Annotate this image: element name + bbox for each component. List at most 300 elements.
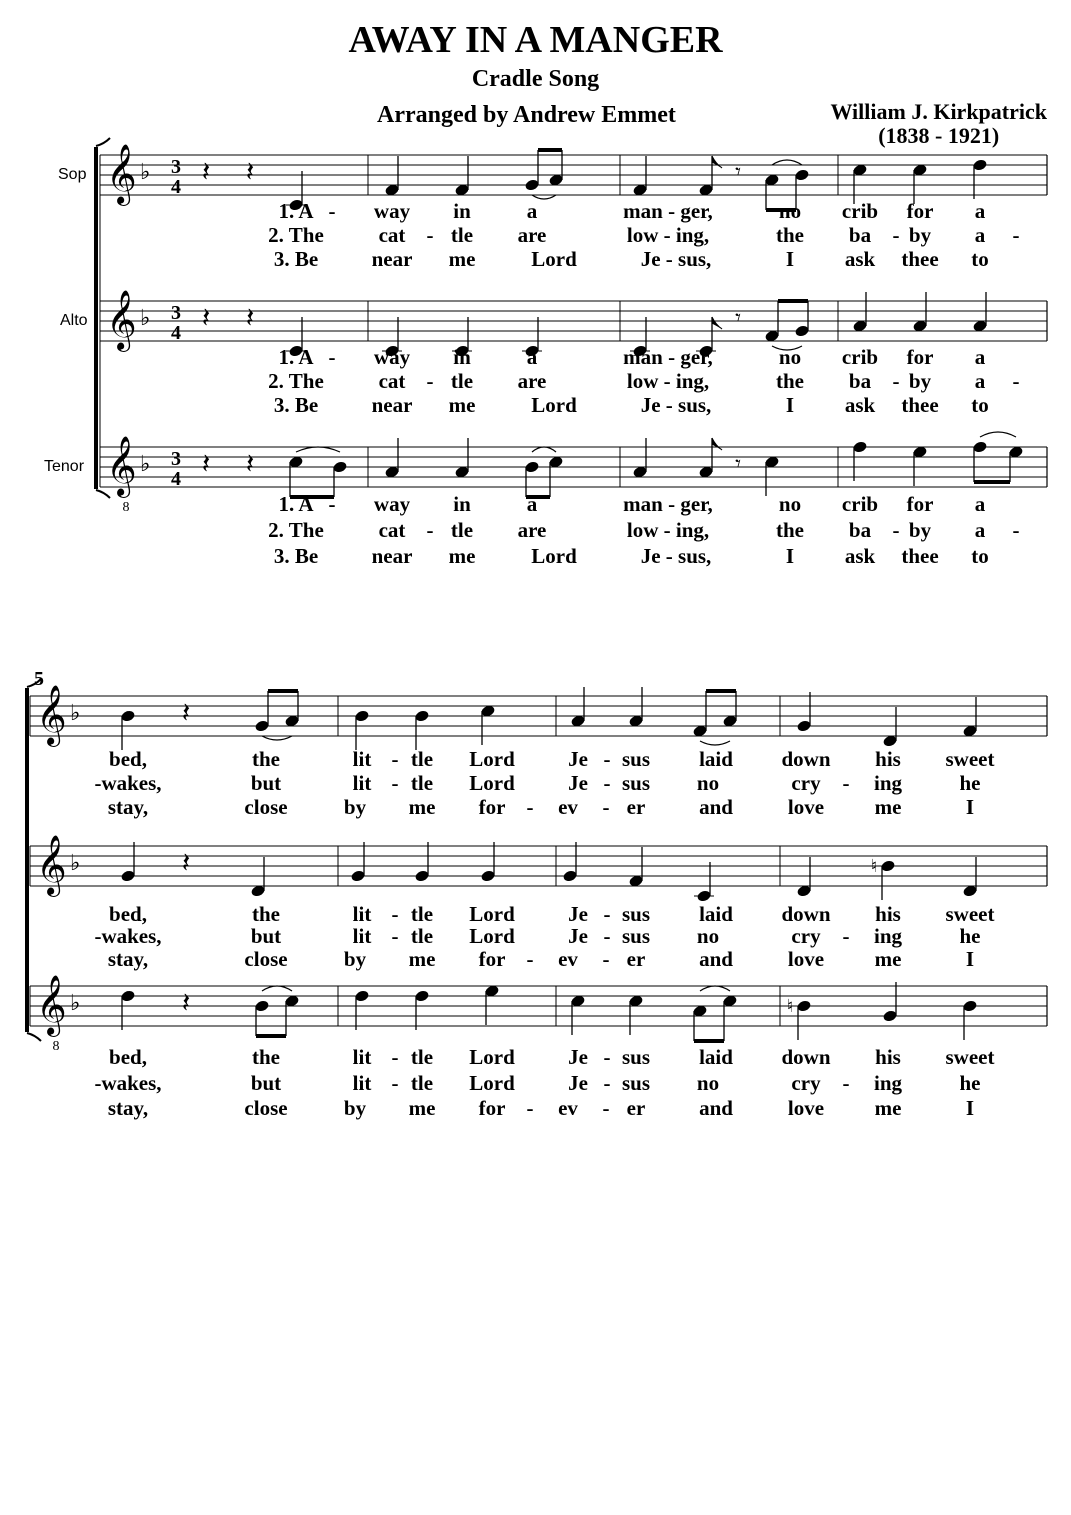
score-subtitle: Cradle Song: [471, 66, 600, 92]
lyric-syllable: I: [965, 1096, 975, 1120]
note: [698, 438, 722, 479]
staff: [100, 155, 1047, 195]
lyric-syllable: I: [785, 544, 795, 568]
lyric-syllable: tle: [450, 518, 474, 542]
eighth-rest-icon: 𝄾: [735, 306, 741, 331]
lyric-syllable: but: [250, 771, 282, 795]
time-signature-numerator: 3: [171, 156, 181, 178]
eighth-flag: [712, 317, 722, 329]
lyric-syllable: tle: [410, 1071, 434, 1095]
lyric-syllable: 1. A: [278, 345, 314, 369]
note: [384, 156, 399, 197]
lyric-syllable: Je: [568, 747, 588, 771]
note: [632, 438, 647, 479]
lyric-syllable: -wakes,: [94, 924, 162, 948]
arranger-credit: Arranged by Andrew Emmet: [377, 102, 676, 128]
note: [871, 856, 896, 900]
lyric-syllable: no: [696, 924, 720, 948]
lyric-syllable: way: [373, 492, 411, 516]
lyric-syllable: crib: [841, 199, 879, 223]
lyric-syllable: cat: [378, 518, 406, 542]
lyric-syllable: close: [244, 795, 288, 819]
flat-key-signature-icon: ♭: [140, 160, 151, 185]
clef-octave-mark: 8: [52, 1039, 60, 1054]
lyric-syllable: laid: [699, 1045, 733, 1069]
note: [972, 158, 987, 199]
lyric-syllable: -: [391, 771, 399, 795]
lyric-syllable: -: [603, 924, 611, 948]
note: [628, 847, 643, 888]
lyric-syllable: sus: [621, 902, 651, 926]
time-signature-numerator: 3: [171, 448, 181, 470]
lyric-syllable: tle: [450, 223, 474, 247]
lyric-syllable: a: [974, 345, 986, 369]
lyric-syllable: Lord: [469, 902, 515, 926]
lyric-syllable: me: [448, 247, 476, 271]
note: [250, 857, 265, 898]
lyric-syllable: -wakes,: [94, 1071, 162, 1095]
lyric-syllable: down: [781, 902, 831, 926]
treble-clef-icon: 𝄞: [106, 290, 137, 350]
lyric-syllable: ing: [873, 1071, 903, 1095]
lyric-syllable: by: [343, 1096, 367, 1120]
lyric-syllable: -: [602, 1096, 610, 1120]
note: [120, 989, 135, 1030]
lyric-syllable: a: [974, 199, 986, 223]
time-signature-denominator: 4: [171, 176, 181, 198]
lyric-syllable: -: [426, 223, 434, 247]
lyric-syllable: -: [526, 947, 534, 971]
lyric-syllable: way: [373, 345, 411, 369]
lyric-syllable: ev: [558, 1096, 578, 1120]
tenor-label: Tenor: [44, 458, 85, 475]
lyric-syllable: stay,: [107, 947, 149, 971]
lyric-syllable: and: [699, 947, 733, 971]
lyric-syllable: me: [408, 1096, 436, 1120]
lyric-syllable: the: [252, 902, 280, 926]
note: [852, 292, 867, 333]
lyric-syllable: 3. Be: [273, 393, 319, 417]
lyric-syllable: cat: [378, 223, 406, 247]
lyric-syllable: -: [842, 771, 850, 795]
note: [912, 445, 927, 486]
lyric-syllable: by: [908, 369, 932, 393]
lyric-syllable: -: [602, 947, 610, 971]
lyric-syllable: no: [778, 345, 802, 369]
lyric-syllable: -: [328, 199, 336, 223]
lyric-syllable: love: [787, 947, 825, 971]
composer-dates: (1838 - 1921): [878, 123, 1000, 148]
lyric-syllable: man - ger,: [623, 345, 713, 369]
note: [764, 455, 779, 496]
lyric-syllable: but: [250, 1071, 282, 1095]
lyric-syllable: -: [1012, 518, 1020, 542]
lyric-syllable: er: [626, 947, 646, 971]
note: [912, 163, 927, 204]
lyric-syllable: a: [526, 492, 538, 516]
note: [120, 709, 135, 750]
note: [628, 994, 643, 1035]
lyric-syllable: Je: [568, 771, 588, 795]
lyric-syllable: are: [517, 369, 547, 393]
lyric-syllable: cry: [791, 1071, 821, 1095]
lyric-syllable: me: [448, 544, 476, 568]
quarter-rest-icon: 𝄽: [181, 986, 191, 1019]
quarter-rest-icon: 𝄽: [201, 301, 211, 334]
slur: [980, 432, 1016, 437]
lyric-syllable: bed,: [109, 902, 147, 926]
measure-number: 5: [34, 668, 44, 690]
lyric-syllable: me: [408, 947, 436, 971]
lyric-syllable: lit: [352, 771, 372, 795]
note: [354, 709, 369, 750]
lyric-syllable: a: [526, 199, 538, 223]
quarter-rest-icon: 𝄽: [245, 301, 255, 334]
lyric-syllable: he: [959, 771, 981, 795]
lyric-syllable: tle: [410, 747, 434, 771]
lyric-syllable: -: [426, 518, 434, 542]
lyric-syllable: a: [974, 223, 986, 247]
lyric-syllable: Lord: [531, 544, 577, 568]
lyric-syllable: -: [1012, 223, 1020, 247]
lyric-syllable: cry: [791, 924, 821, 948]
quarter-rest-icon: 𝄽: [181, 696, 191, 729]
lyric-syllable: tle: [410, 771, 434, 795]
lyric-syllable: for: [478, 1096, 506, 1120]
lyric-syllable: close: [244, 947, 288, 971]
lyric-syllable: -: [603, 1045, 611, 1069]
note: [384, 438, 399, 479]
note: [632, 156, 647, 197]
flat-key-signature-icon: ♭: [70, 851, 81, 876]
lyric-syllable: -: [892, 518, 900, 542]
lyric-syllable: tle: [410, 902, 434, 926]
lyric-syllable: the: [776, 223, 804, 247]
note: [787, 996, 812, 1040]
lyric-syllable: sus: [621, 771, 651, 795]
lyric-syllable: a: [974, 369, 986, 393]
lyric-syllable: lit: [352, 1071, 372, 1095]
lyric-syllable: near: [371, 247, 413, 271]
lyric-syllable: a: [974, 492, 986, 516]
eighth-rest-icon: 𝄾: [735, 452, 741, 477]
quarter-rest-icon: 𝄽: [245, 155, 255, 188]
lyric-syllable: -: [328, 345, 336, 369]
lyric-syllable: -: [1012, 369, 1020, 393]
note: [852, 163, 867, 204]
lyric-syllable: 1. A: [278, 492, 314, 516]
lyric-syllable: ask: [844, 544, 876, 568]
lyric-syllable: -: [603, 1071, 611, 1095]
lyric-syllable: -: [526, 795, 534, 819]
lyric-syllable: lit: [352, 902, 372, 926]
lyric-syllable: ba: [848, 518, 872, 542]
lyric-syllable: Je - sus,: [640, 247, 712, 271]
lyric-syllable: 3. Be: [273, 247, 319, 271]
note: [354, 989, 369, 1030]
note: [972, 292, 987, 333]
lyric-syllable: Lord: [531, 393, 577, 417]
note: [962, 999, 977, 1040]
lyric-syllable: -: [602, 795, 610, 819]
lyric-syllable: Je: [568, 902, 588, 926]
slur: [772, 160, 802, 165]
lyric-syllable: bed,: [109, 1045, 147, 1069]
note: [628, 687, 643, 728]
lyric-syllable: his: [875, 747, 901, 771]
lyric-syllable: no: [696, 771, 720, 795]
lyric-syllable: -: [391, 1045, 399, 1069]
lyric-syllable: -: [842, 924, 850, 948]
lyric-syllable: crib: [841, 492, 879, 516]
lyric-syllable: his: [875, 902, 901, 926]
time-signature-numerator: 3: [171, 302, 181, 324]
composer-name: William J. Kirkpatrick: [830, 99, 1047, 124]
clef-octave-mark: 8: [122, 500, 130, 515]
lyric-syllable: his: [875, 1045, 901, 1069]
lyric-syllable: for: [906, 345, 934, 369]
lyric-syllable: I: [965, 795, 975, 819]
lyric-syllable: no: [778, 199, 802, 223]
soprano-label: Sop: [58, 166, 87, 183]
note: [350, 842, 365, 883]
lyric-syllable: -: [328, 492, 336, 516]
quarter-rest-icon: 𝄽: [181, 846, 191, 879]
lyric-syllable: and: [699, 1096, 733, 1120]
lyric-syllable: for: [478, 795, 506, 819]
lyric-syllable: -: [603, 747, 611, 771]
lyric-syllable: by: [343, 795, 367, 819]
lyric-syllable: man - ger,: [623, 492, 713, 516]
lyric-syllable: the: [776, 369, 804, 393]
treble-clef-icon: 𝄞: [36, 685, 67, 745]
lyric-syllable: -: [892, 369, 900, 393]
note: [414, 989, 429, 1030]
eighth-flag: [712, 438, 722, 450]
natural-accidental-icon: ♮: [870, 856, 878, 877]
lyric-syllable: lit: [352, 924, 372, 948]
lyric-syllable: for: [478, 947, 506, 971]
lyric-syllable: love: [787, 1096, 825, 1120]
treble-clef-icon: 𝄞: [36, 975, 67, 1035]
lyric-syllable: tle: [450, 369, 474, 393]
eighth-rest-icon: 𝄾: [735, 160, 741, 185]
lyric-syllable: down: [781, 747, 831, 771]
lyric-syllable: Je: [568, 1045, 588, 1069]
note: [962, 697, 977, 738]
alto-label: Alto: [60, 312, 88, 329]
note: [480, 842, 495, 883]
lyric-syllable: the: [776, 518, 804, 542]
lyric-syllable: thee: [901, 247, 939, 271]
lyric-syllable: a: [974, 518, 986, 542]
lyric-syllable: low - ing,: [626, 369, 710, 393]
note: [796, 692, 811, 733]
note: [484, 984, 499, 1025]
note: [480, 704, 495, 745]
lyric-syllable: er: [626, 795, 646, 819]
lyric-syllable: -: [426, 369, 434, 393]
lyric-syllable: sus: [621, 747, 651, 771]
treble-clef-icon: 𝄞: [106, 436, 137, 496]
lyric-syllable: low - ing,: [626, 223, 710, 247]
note: [852, 440, 867, 481]
note: [912, 292, 927, 333]
lyric-syllable: to: [971, 393, 989, 417]
lyric-syllable: -: [526, 1096, 534, 1120]
lyric-syllable: sweet: [945, 1045, 995, 1069]
lyric-syllable: close: [244, 1096, 288, 1120]
lyric-syllable: I: [965, 947, 975, 971]
lyric-syllable: -: [391, 1071, 399, 1095]
note: [882, 707, 897, 748]
note: [882, 982, 897, 1023]
lyric-syllable: sus: [621, 924, 651, 948]
lyric-syllable: lit: [352, 747, 372, 771]
flat-key-signature-icon: ♭: [140, 452, 151, 477]
lyric-syllable: Lord: [531, 247, 577, 271]
lyric-syllable: are: [517, 223, 547, 247]
note: [570, 687, 585, 728]
lyric-syllable: sweet: [945, 747, 995, 771]
lyric-syllable: tle: [410, 1045, 434, 1069]
note: [454, 438, 469, 479]
lyric-syllable: by: [908, 518, 932, 542]
note: [120, 842, 135, 883]
lyric-syllable: in: [453, 199, 471, 223]
lyric-syllable: ev: [558, 947, 578, 971]
lyric-syllable: Je - sus,: [640, 393, 712, 417]
lyric-syllable: -: [603, 902, 611, 926]
slur: [262, 736, 292, 740]
lyric-syllable: sus: [621, 1071, 651, 1095]
lyric-syllable: low - ing,: [626, 518, 710, 542]
flat-key-signature-icon: ♭: [70, 701, 81, 726]
note: [570, 994, 585, 1035]
lyric-syllable: Je: [568, 924, 588, 948]
time-signature-denominator: 4: [171, 322, 181, 344]
lyric-syllable: Lord: [469, 747, 515, 771]
lyric-syllable: laid: [699, 747, 733, 771]
lyric-syllable: crib: [841, 345, 879, 369]
time-signature-denominator: 4: [171, 468, 181, 490]
lyric-syllable: stay,: [107, 795, 149, 819]
lyric-syllable: ing: [873, 771, 903, 795]
note: [414, 709, 429, 750]
lyric-syllable: sus: [621, 1045, 651, 1069]
lyric-syllable: -wakes,: [94, 771, 162, 795]
staff: [100, 301, 1047, 341]
lyric-syllable: lit: [352, 1045, 372, 1069]
lyric-syllable: -: [391, 924, 399, 948]
lyric-syllable: ba: [848, 369, 872, 393]
lyric-syllable: the: [252, 747, 280, 771]
lyric-syllable: 2. The: [268, 369, 324, 393]
quarter-rest-icon: 𝄽: [245, 447, 255, 480]
lyric-syllable: to: [971, 544, 989, 568]
lyric-syllable: a: [526, 345, 538, 369]
lyric-syllable: er: [626, 1096, 646, 1120]
staff: [100, 447, 1047, 487]
lyric-syllable: sweet: [945, 902, 995, 926]
lyric-syllable: ask: [844, 247, 876, 271]
lyric-syllable: 2. The: [268, 223, 324, 247]
treble-clef-icon: 𝄞: [106, 144, 137, 204]
lyric-syllable: -: [391, 902, 399, 926]
lyric-syllable: Lord: [469, 1071, 515, 1095]
lyric-syllable: ev: [558, 795, 578, 819]
lyric-syllable: near: [371, 544, 413, 568]
lyric-syllable: stay,: [107, 1096, 149, 1120]
slur: [532, 447, 556, 452]
lyric-syllable: ask: [844, 393, 876, 417]
lyric-syllable: me: [874, 1096, 902, 1120]
lyric-syllable: no: [778, 492, 802, 516]
lyric-syllable: tle: [410, 924, 434, 948]
lyric-syllable: thee: [901, 544, 939, 568]
lyric-syllable: me: [874, 947, 902, 971]
lyric-syllable: in: [453, 492, 471, 516]
lyric-syllable: cry: [791, 771, 821, 795]
slur: [296, 447, 340, 452]
lyric-syllable: Lord: [469, 924, 515, 948]
quarter-rest-icon: 𝄽: [201, 155, 211, 188]
lyric-syllable: -: [391, 747, 399, 771]
lyric-syllable: 3. Be: [273, 544, 319, 568]
lyric-syllable: bed,: [109, 747, 147, 771]
lyric-syllable: the: [252, 1045, 280, 1069]
note: [414, 842, 429, 883]
lyric-syllable: man - ger,: [623, 199, 713, 223]
natural-accidental-icon: ♮: [786, 996, 794, 1017]
lyric-syllable: Je: [568, 1071, 588, 1095]
lyric-syllable: -: [603, 771, 611, 795]
note: [962, 857, 977, 898]
score-title: AWAY IN A MANGER: [348, 19, 723, 61]
lyric-syllable: -: [842, 1071, 850, 1095]
note: [454, 156, 469, 197]
lyric-syllable: 1. A: [278, 199, 314, 223]
note: [796, 857, 811, 898]
lyric-syllable: for: [906, 199, 934, 223]
lyric-syllable: and: [699, 795, 733, 819]
flat-key-signature-icon: ♭: [70, 991, 81, 1016]
treble-clef-icon: 𝄞: [36, 835, 67, 895]
lyric-syllable: no: [696, 1071, 720, 1095]
lyric-syllable: for: [906, 492, 934, 516]
lyric-syllable: I: [785, 247, 795, 271]
lyric-syllable: to: [971, 247, 989, 271]
note: [694, 862, 714, 903]
lyric-syllable: but: [250, 924, 282, 948]
lyric-syllable: near: [371, 393, 413, 417]
lyric-syllable: down: [781, 1045, 831, 1069]
eighth-flag: [712, 156, 722, 168]
lyric-syllable: he: [959, 924, 981, 948]
slur: [700, 986, 730, 991]
lyric-syllable: by: [908, 223, 932, 247]
lyric-syllable: Lord: [469, 1045, 515, 1069]
slur: [700, 741, 730, 745]
lyric-syllable: ba: [848, 223, 872, 247]
lyric-syllable: -: [892, 223, 900, 247]
lyric-syllable: Je - sus,: [640, 544, 712, 568]
quarter-rest-icon: 𝄽: [201, 447, 211, 480]
flat-key-signature-icon: ♭: [140, 306, 151, 331]
lyric-syllable: thee: [901, 393, 939, 417]
lyric-syllable: he: [959, 1071, 981, 1095]
lyric-syllable: laid: [699, 902, 733, 926]
